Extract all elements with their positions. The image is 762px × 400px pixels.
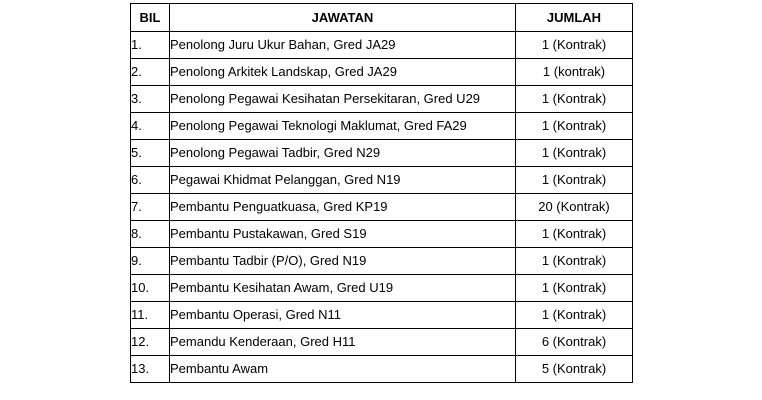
table-row [131,59,633,86]
table-row [131,113,633,140]
quantity-cell: 1 (Kontrak) [516,167,633,194]
table-row [131,356,633,383]
quantity-cell: 1 (Kontrak) [516,275,633,302]
row-number-cell: 5. [131,140,170,167]
table-body [131,32,633,383]
position-name-cell: Pembantu Pustakawan, Gred S19 [170,221,516,248]
quantity-cell: 5 (Kontrak) [516,356,633,383]
row-number-cell: 1. [131,32,170,59]
table-row [131,302,633,329]
quantity-cell: 1 (Kontrak) [516,221,633,248]
position-name-cell: Pembantu Tadbir (P/O), Gred N19 [170,248,516,275]
position-name-cell: Pembantu Penguatkuasa, Gred KP19 [170,194,516,221]
header-bil: BIL [131,4,170,32]
position-name-cell: Penolong Pegawai Tadbir, Gred N29 [170,140,516,167]
table-header [131,4,633,32]
row-number-cell: 12. [131,329,170,356]
table-row [131,140,633,167]
quantity-cell: 1 (Kontrak) [516,302,633,329]
header-jawatan: JAWATAN [170,4,516,32]
table-row [131,167,633,194]
row-number-cell: 9. [131,248,170,275]
row-number-cell: 7. [131,194,170,221]
row-number-cell: 3. [131,86,170,113]
row-number-cell: 4. [131,113,170,140]
row-number-cell: 8. [131,221,170,248]
row-number-cell: 10. [131,275,170,302]
position-name-cell: Penolong Pegawai Kesihatan Persekitaran, Gred U29 [170,86,516,113]
position-name-cell: Pembantu Kesihatan Awam, Gred U19 [170,275,516,302]
position-name-cell: Pembantu Operasi, Gred N11 [170,302,516,329]
table-row [131,221,633,248]
row-number-cell: 2. [131,59,170,86]
position-name-cell: Penolong Juru Ukur Bahan, Gred JA29 [170,32,516,59]
table-row [131,275,633,302]
position-name-cell: Pegawai Khidmat Pelanggan, Gred N19 [170,167,516,194]
quantity-cell: 1 (Kontrak) [516,113,633,140]
header-jumlah: JUMLAH [516,4,633,32]
quantity-cell: 20 (Kontrak) [516,194,633,221]
quantity-cell: 1 (kontrak) [516,59,633,86]
quantity-cell: 1 (Kontrak) [516,32,633,59]
table-row [131,329,633,356]
quantity-cell: 1 (Kontrak) [516,140,633,167]
table-row [131,248,633,275]
quantity-cell: 6 (Kontrak) [516,329,633,356]
table-row [131,86,633,113]
position-name-cell: Pembantu Awam [170,356,516,383]
position-name-cell: Penolong Pegawai Teknologi Maklumat, Gred FA29 [170,113,516,140]
position-name-cell: Penolong Arkitek Landskap, Gred JA29 [170,59,516,86]
row-number-cell: 6. [131,167,170,194]
row-number-cell: 11. [131,302,170,329]
header-row [131,4,633,32]
quantity-cell: 1 (Kontrak) [516,86,633,113]
table-row [131,32,633,59]
position-name-cell: Pemandu Kenderaan, Gred H11 [170,329,516,356]
table-row [131,194,633,221]
vacancy-table [130,3,633,383]
row-number-cell: 13. [131,356,170,383]
quantity-cell: 1 (Kontrak) [516,248,633,275]
